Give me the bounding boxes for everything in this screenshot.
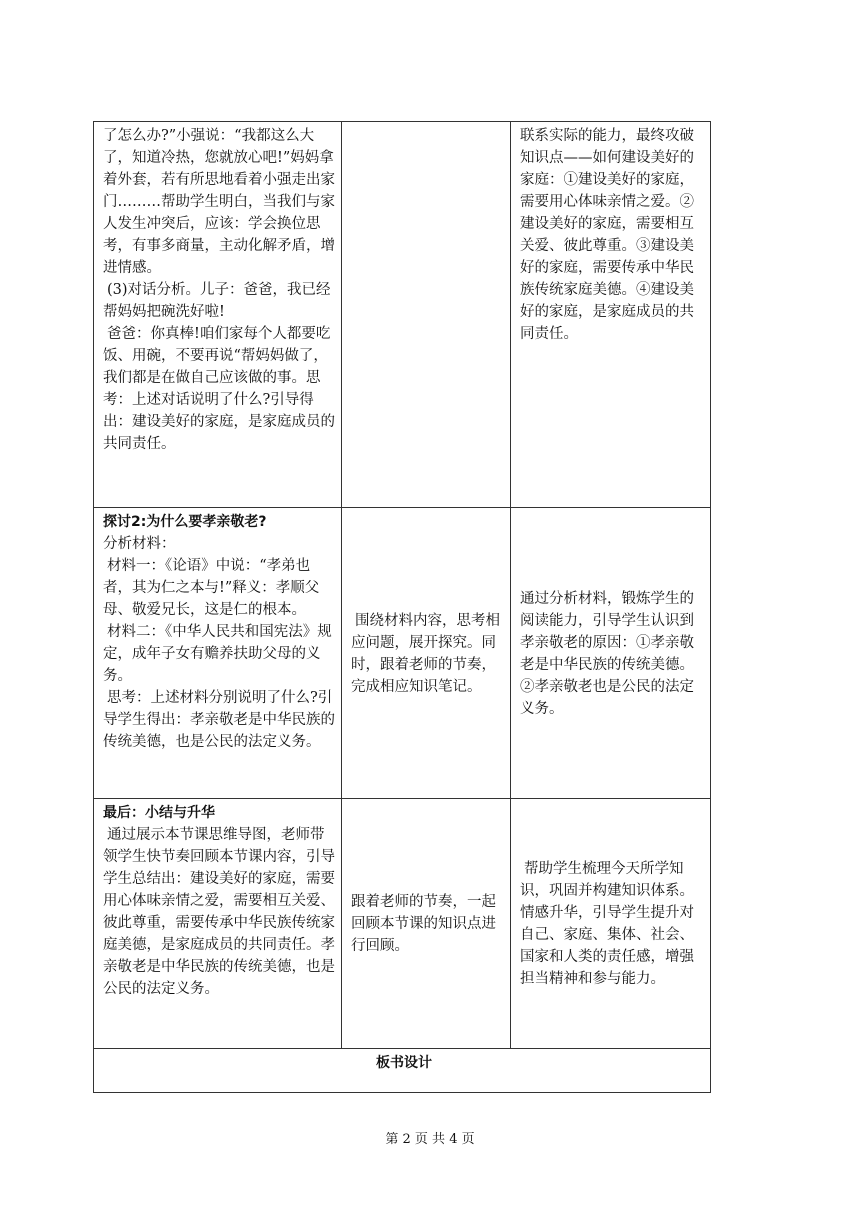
- paragraph: 跟着老师的节奏，一起回顾本节课的知识点进行回顾。: [351, 894, 496, 954]
- table-row: [94, 122, 711, 508]
- paragraph: 联系实际的能力，最终攻破知识点——如何建设美好的家庭：①建设美好的家庭，需要用心体味亲情之爱。②建设美好的家庭，需要相互关爱、彼此尊重。③建设美好的家庭，需要传承中华民族传统家庭美德。④建设美好的家庭，是家庭成员的共同责任。: [520, 128, 694, 342]
- paragraph: (3)对话分析。儿子：爸爸，我已经帮妈妈把碗洗好啦!: [103, 282, 331, 320]
- section-heading: 探讨2:为什么要孝亲敬老?: [103, 514, 267, 530]
- paragraph: 了怎么办?”小强说：“我都这么大了，知道冷热，您就放心吧!”妈妈拿着外套，若有所思地看着小强走出家门………帮助学生明白，当我们与家人发生冲突后，应该：学会换位思考，有事多商量，主动化解矛盾，增进情感。: [103, 128, 335, 276]
- student-activity-cell: [342, 508, 511, 799]
- paragraph: 材料一：《论语》中说：“孝弟也者，其为仁之本与!”释义：孝顺父母、敬爱兄长，这是仁的根本。: [103, 558, 320, 618]
- paragraph: 帮助学生梳理今天所学知识，巩固并构建知识体系。情感升华，引导学生提升对自己、家庭、集体、社会、国家和人类的责任感，增强担当精神和参与能力。: [520, 861, 694, 987]
- design-intent-cell: [511, 799, 711, 1049]
- paragraph: 材料二：《中华人民共和国宪法》规定，成年子女有赡养扶助父母的义务。: [103, 624, 332, 684]
- paragraph: 通过展示本节课思维导图，老师带领学生快节奏回顾本节课内容，引导学生总结出：建设美好的家庭，需要用心体味亲情之爱，需要相互关爱、彼此尊重，需要传承中华民族传统家庭美德，是家庭成员的共同责任。孝亲敬老是中华民族的传统美德，也是公民的法定义务。: [103, 827, 335, 997]
- section-heading: 最后：小结与升华: [103, 805, 215, 821]
- teacher-activity-cell: [94, 508, 342, 799]
- student-activity-cell: [342, 799, 511, 1049]
- paragraph: 思考：上述材料分别说明了什么?引导学生得出：孝亲敬老是中华民族的传统美德，也是公民的法定义务。: [103, 690, 335, 750]
- table-row: [94, 1049, 711, 1093]
- table-row: [94, 508, 711, 799]
- design-intent-cell: [511, 508, 711, 799]
- lesson-plan-table: [93, 121, 711, 1093]
- paragraph: 围绕材料内容，思考相应问题，展开探究。同时，跟着老师的节奏，完成相应知识笔记。: [351, 612, 500, 695]
- board-design-title: 板书设计: [376, 1055, 432, 1071]
- paragraph: 通过分析材料，锻炼学生的阅读能力，引导学生认识到孝亲敬老的原因：①孝亲敬老是中华民族的传统美德。②孝亲敬老也是公民的法定义务。: [520, 590, 694, 717]
- design-intent-cell: [511, 122, 711, 508]
- table-row: [94, 799, 711, 1049]
- teacher-activity-cell: [94, 122, 342, 508]
- board-design-cell: [94, 1049, 711, 1093]
- page-footer: 第 2 页 共 4 页: [385, 1132, 475, 1147]
- paragraph: 分析材料：: [103, 536, 176, 552]
- paragraph: 爸爸：你真棒!咱们家每个人都要吃饭、用碗，不要再说“帮妈妈做了，我们都是在做自己应该做的事。思考：上述对话说明了什么?引导得出：建设美好的家庭，是家庭成员的共同责任。: [103, 326, 335, 452]
- teacher-activity-cell: [94, 799, 342, 1049]
- student-activity-cell: [342, 122, 511, 508]
